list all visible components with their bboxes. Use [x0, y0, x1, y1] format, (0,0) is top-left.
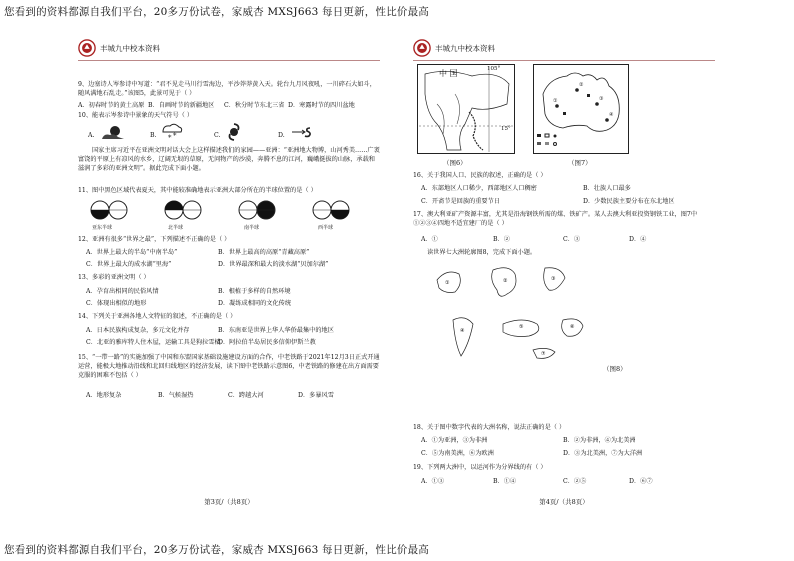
school-logo-icon	[78, 39, 96, 57]
hemi-label-c[interactable]: 南半球	[244, 225, 260, 231]
q13-option-c[interactable]: C．体现出相似的地形	[86, 300, 147, 307]
page-number: 第4页/（共8页）	[539, 498, 589, 506]
q9-option-d[interactable]: D．寒露时节的四川盆地	[288, 102, 355, 109]
header-text: 丰城九中校本资料	[435, 44, 495, 53]
question-14: 14、下列关于亚洲各地人文特征的叙述，不正确的是（ ）	[78, 313, 237, 320]
question-9: 9、边塞诗人岑参诗中写道：“君不见走马川行雪海边，平沙莽莽黄入天。轮台九月风夜吼，一川碎石大如斗，随风满地石乱走。”该图5，此景可见于（ ）	[78, 81, 376, 97]
q10-option-b[interactable]: B.	[150, 132, 157, 139]
q10-option-d[interactable]: D.	[278, 132, 285, 139]
hemisphere-b	[165, 201, 201, 219]
page-header	[413, 38, 715, 61]
continents-passage: 读世界七大洲轮廓图8，完成下面小题。	[427, 249, 537, 256]
q19-option-d[interactable]: D．⑥⑦	[629, 478, 653, 485]
sun-cloud-icon	[100, 124, 126, 142]
header-text: 丰城九中校本资料	[100, 44, 160, 53]
hemisphere-d	[313, 201, 349, 219]
svg-text:⑥: ⑥	[570, 324, 575, 330]
q9-option-a[interactable]: A．初春时节的黄土高原	[78, 102, 145, 109]
page-3	[78, 38, 380, 508]
q14-option-b[interactable]: B．东南亚是世界上华人华侨最集中的地区	[218, 327, 334, 334]
question-10: 10、能表示岑参诗中景象的天气符号（ ）	[78, 112, 194, 119]
figure-8-continents	[433, 260, 633, 370]
q10-option-c[interactable]: C.	[214, 132, 221, 139]
question-17: 17、澳大利亚矿产资源丰富，尤其是沿海钢铁所需的煤、铁矿产。某人去澳大利亚投资钢铁工业，图7中①②③④四地不适宜建厂的是（ ）	[413, 211, 698, 227]
q15-option-a[interactable]: A．地形复杂	[86, 392, 122, 399]
q18-option-a[interactable]: A．①为亚洲，③为非洲	[421, 437, 488, 444]
question-15: 15、“一带一路”的实施加强了中国和东盟国家基础设施建设方面的合作，中老铁路于2021年12月3日正式开通运营，能极大地推动沿线和北回归线地区的经济发展，读下图中老铁路示意图6，中老铁路的修建在出方面需要克服的困难不包括（ ）	[78, 354, 380, 379]
hemi-label-b[interactable]: 北半球	[168, 225, 184, 231]
q12-option-c[interactable]: C．世界上最大的成水湖“里海”	[86, 261, 172, 268]
q16-option-a[interactable]: A．东部地区人口稀少，西部地区人口稠密	[421, 185, 537, 192]
map-longitude-label: 105°	[487, 66, 501, 72]
q16-option-d[interactable]: D．少数民族主要分布在东北地区	[583, 198, 675, 205]
q17-option-d[interactable]: D．④	[629, 236, 647, 243]
wind-sand-icon	[290, 124, 316, 140]
figure-6-map	[417, 64, 515, 154]
page-4	[413, 38, 715, 508]
svg-text:*: *	[168, 134, 172, 142]
q18-option-b[interactable]: B．②为非洲，④为北美洲	[563, 437, 636, 444]
q15-option-d[interactable]: D．多暴风雪	[298, 392, 334, 399]
snow-cloud-icon	[160, 122, 184, 142]
svg-text:②: ②	[503, 278, 508, 284]
figure-7-caption: （图7）	[568, 159, 592, 167]
q16-option-c[interactable]: C．开斋节是回族的重要节日	[421, 198, 500, 205]
q16-option-b[interactable]: B．壮族人口最多	[583, 185, 631, 192]
page-number: 第3页/（共8页）	[204, 498, 254, 506]
q13-option-b[interactable]: B．根植于多样的自然环境	[218, 288, 291, 295]
q18-option-c[interactable]: C．⑤为南美洲，⑥为欧洲	[421, 450, 494, 457]
q9-option-b[interactable]: B．自画时节的新疆地区	[148, 102, 215, 109]
q19-option-b[interactable]: B．①④	[493, 478, 517, 485]
school-logo-icon	[413, 39, 431, 57]
q15-option-b[interactable]: B．气候湿热	[158, 392, 194, 399]
figure-6-caption: （图6）	[443, 159, 467, 167]
q18-option-d[interactable]: D．③为北美洲，⑦为大洋洲	[563, 450, 643, 457]
hemi-label-a[interactable]: 亚东半球	[92, 225, 113, 231]
q19-option-c[interactable]: C．②⑤	[563, 478, 587, 485]
hemi-label-d[interactable]: 西半球	[318, 225, 334, 231]
question-18: 18、关于图中数字代表的大洲名称，说法正确的是（ ）	[413, 424, 566, 431]
svg-text:①: ①	[553, 98, 558, 104]
q14-option-d[interactable]: D．阿拉伯半岛居民多信仰伊斯兰教	[218, 339, 316, 346]
asia-passage: 国家主席习近平在亚洲文明对话大会上这样描述我们的家园——亚洲：“亚洲地大物博，山河秀美……广袤富饶的平原上有凉风的水乡，辽阔无垠的草原，无问物产的沙漠，奔腾不息的江河，巍峨挺拔的山脉，承载和滋润了多彩的亚洲文明”。据此完成下面小题。	[78, 147, 380, 172]
q19-option-a[interactable]: A．①③	[421, 478, 445, 485]
question-13: 13、多彩的亚洲文明（ ）	[78, 274, 150, 281]
q12-option-b[interactable]: B．世界上最高的高原“青藏高原”	[218, 249, 310, 256]
q12-option-a[interactable]: A．世界上最大的半岛“中南半岛”	[86, 249, 178, 256]
q12-option-d[interactable]: D．世界最深和最大的淡水湖“贝加尔湖”	[218, 261, 329, 268]
bottom-banner: 您看到的资料都源自我们平台，20多万份试卷，家威杏 MXSJ663 每日更新，性比价最高	[4, 544, 430, 556]
question-11: 11、图中黑色区域代表夏天，其中能较准确地表示亚洲大部分所在的半球位置的是（ ）	[78, 187, 317, 194]
q13-option-d[interactable]: D．凝练成相同的文化传统	[218, 300, 292, 307]
q13-option-a[interactable]: A．孕育出相同的民俗风情	[86, 288, 159, 295]
hemisphere-diagrams	[88, 198, 378, 228]
svg-text:③: ③	[599, 96, 604, 102]
hemisphere-a	[91, 201, 127, 219]
svg-text:⑤: ⑤	[519, 324, 524, 330]
svg-text:①: ①	[445, 280, 450, 286]
svg-text:③: ③	[551, 276, 556, 282]
hemisphere-c	[239, 201, 275, 219]
q14-option-c[interactable]: C．北亚的雅库特人住木屋，运输工具是狗拉雪橇	[86, 339, 221, 346]
svg-text:*: *	[173, 132, 177, 140]
svg-text:②: ②	[579, 82, 584, 88]
svg-text:④: ④	[609, 112, 614, 118]
figure-7-map	[533, 64, 629, 154]
q17-option-b[interactable]: B．②	[493, 236, 510, 243]
q15-option-c[interactable]: C．跨越大河	[228, 392, 264, 399]
typhoon-icon	[226, 122, 242, 142]
question-19: 19、下列两大洲中，以运河作为分界线的有（ ）	[413, 464, 547, 471]
question-12: 12、亚洲有很多“世界之最”，下列描述不正确的是（ ）	[78, 236, 231, 243]
question-16: 16、关于我国人口、民族的叙述，正确的是（ ）	[413, 172, 547, 179]
page-header	[78, 38, 380, 61]
q10-option-a[interactable]: A.	[88, 132, 95, 139]
q14-option-a[interactable]: A．日本民族构成复杂，多元文化并存	[86, 327, 190, 334]
svg-text:④: ④	[460, 328, 465, 334]
map-latitude-label: 15°	[501, 126, 511, 132]
q9-option-c[interactable]: C．秋分时节东北三省	[224, 102, 285, 109]
svg-text:⑦: ⑦	[541, 351, 546, 357]
q17-option-c[interactable]: C．③	[563, 236, 581, 243]
top-banner: 您看到的资料都源自我们平台，20多万份试卷，家威杏 MXSJ663 每日更新，性比价最高	[4, 6, 430, 18]
map-country-label: 中 国	[439, 69, 458, 78]
figure-8-caption: （图8）	[603, 365, 627, 373]
q17-option-a[interactable]: A．①	[421, 236, 438, 243]
